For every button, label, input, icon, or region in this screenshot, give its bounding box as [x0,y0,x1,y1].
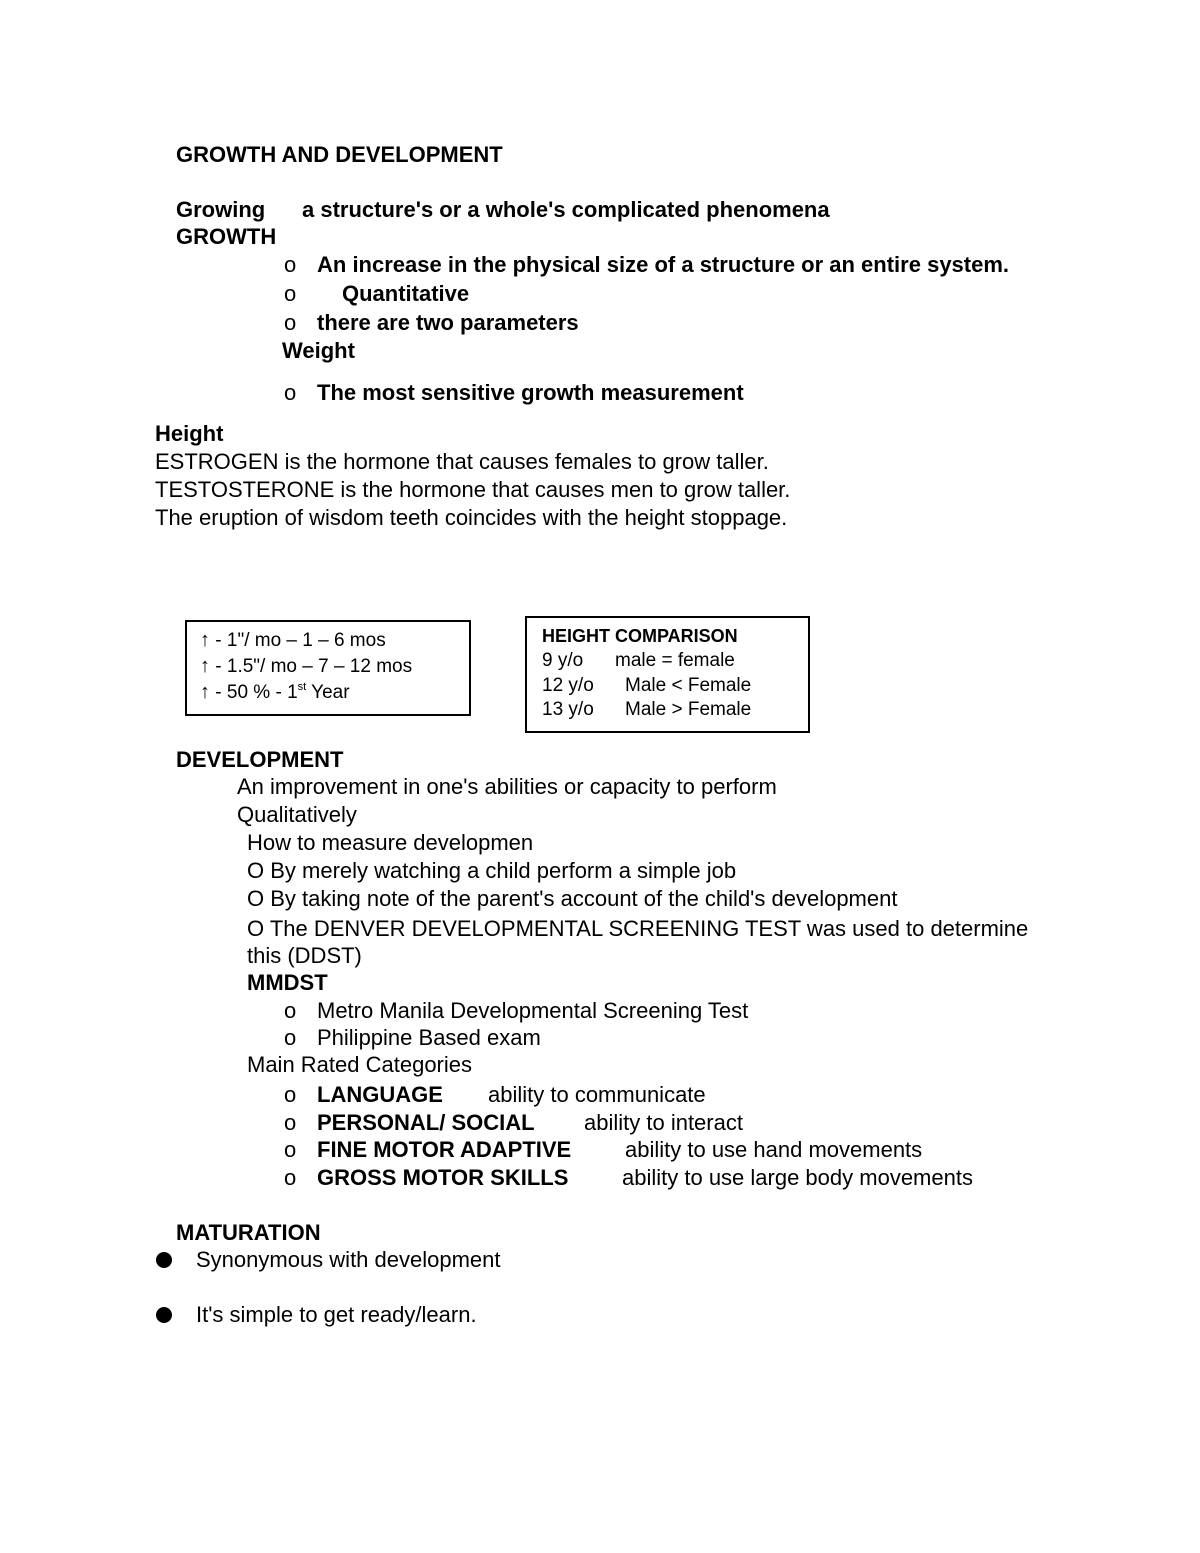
comparison-age: 9 y/o [542,650,584,671]
comparison-heading: HEIGHT COMPARISON [542,626,738,646]
comparison-age: 12 y/o [542,675,594,696]
mmdst-item: Metro Manila Developmental Screening Test [317,998,749,1023]
growing-definition: a structure's or a whole's complicated phenomena [302,197,830,222]
category-description: ability to use hand movements [625,1137,923,1162]
measure-item: O The DENVER DEVELOPMENTAL SCREENING TEST was used to determine [247,916,1029,941]
bullet-marker: o [284,1082,297,1107]
bullet-marker: o [284,1165,297,1190]
rate-row [200,654,412,679]
categories-heading: Main Rated Categories [247,1052,473,1077]
mmdst-item: Philippine Based exam [317,1025,541,1050]
arrow-up-icon: ↑ [200,655,210,677]
development-heading: DEVELOPMENT [176,747,344,772]
arrow-up-icon: ↑ [200,681,210,703]
rate-text: Year [306,682,350,703]
development-type: Qualitatively [237,802,357,827]
measure-heading: How to measure developmen [247,830,534,855]
rate-text: - 50 % - 1 [215,682,298,703]
bullet-dot-icon [156,1252,172,1268]
bullet-marker: o [284,281,297,306]
page-title: GROWTH AND DEVELOPMENT [176,142,503,167]
bullet-marker: o [284,1137,297,1162]
measure-item-continuation: this (DDST) [247,943,362,968]
mmdst-heading: MMDST [247,970,328,995]
measure-item: O By taking note of the parent's account of the child's development [247,886,898,911]
weight-label: Weight [282,338,355,363]
bullet-marker: o [284,252,297,277]
development-definition: An improvement in one's abilities or capacity to perform [237,774,777,799]
growing-term: Growing [176,197,266,222]
category-description: ability to interact [584,1110,743,1135]
growth-item: An increase in the physical size of a structure or an entire system. [317,252,1010,277]
maturation-heading: MATURATION [176,1220,321,1245]
bullet-marker: o [284,380,297,405]
maturation-item: Synonymous with development [196,1247,501,1272]
category-name: FINE MOTOR ADAPTIVE [317,1137,572,1162]
growth-item: Quantitative [342,281,470,306]
bullet-dot-icon [156,1307,172,1323]
growth-item: there are two parameters [317,310,579,335]
rate-text: - 1.5"/ mo – 7 – 12 mos [215,656,413,677]
category-name: PERSONAL/ SOCIAL [317,1110,535,1135]
height-line: ESTROGEN is the hormone that causes females to grow taller. [155,449,769,474]
measure-item: O By merely watching a child perform a simple job [247,858,737,883]
category-description: ability to use large body movements [622,1165,973,1190]
comparison-relation: Male > Female [625,699,752,720]
bullet-marker: o [284,998,297,1023]
rate-row [200,628,386,653]
weight-item: The most sensitive growth measurement [317,380,744,405]
comparison-age: 13 y/o [542,699,594,720]
rate-text: - 1"/ mo – 1 – 6 mos [215,630,386,651]
maturation-item: It's simple to get ready/learn. [196,1302,477,1327]
rate-row [200,680,350,705]
category-name: LANGUAGE [317,1082,443,1107]
category-name: GROSS MOTOR SKILLS [317,1165,569,1190]
comparison-relation: Male < Female [625,675,752,696]
bullet-marker: o [284,1025,297,1050]
comparison-relation: male = female [615,650,735,671]
height-line: The eruption of wisdom teeth coincides with the height stoppage. [155,505,788,530]
height-line: TESTOSTERONE is the hormone that causes men to grow taller. [155,477,791,502]
bullet-marker: o [284,1110,297,1135]
growth-heading: GROWTH [176,224,277,249]
bullet-marker: o [284,310,297,335]
ordinal-suffix: st [297,681,307,693]
category-description: ability to communicate [488,1082,706,1107]
arrow-up-icon: ↑ [200,629,210,651]
height-heading: Height [155,421,224,446]
